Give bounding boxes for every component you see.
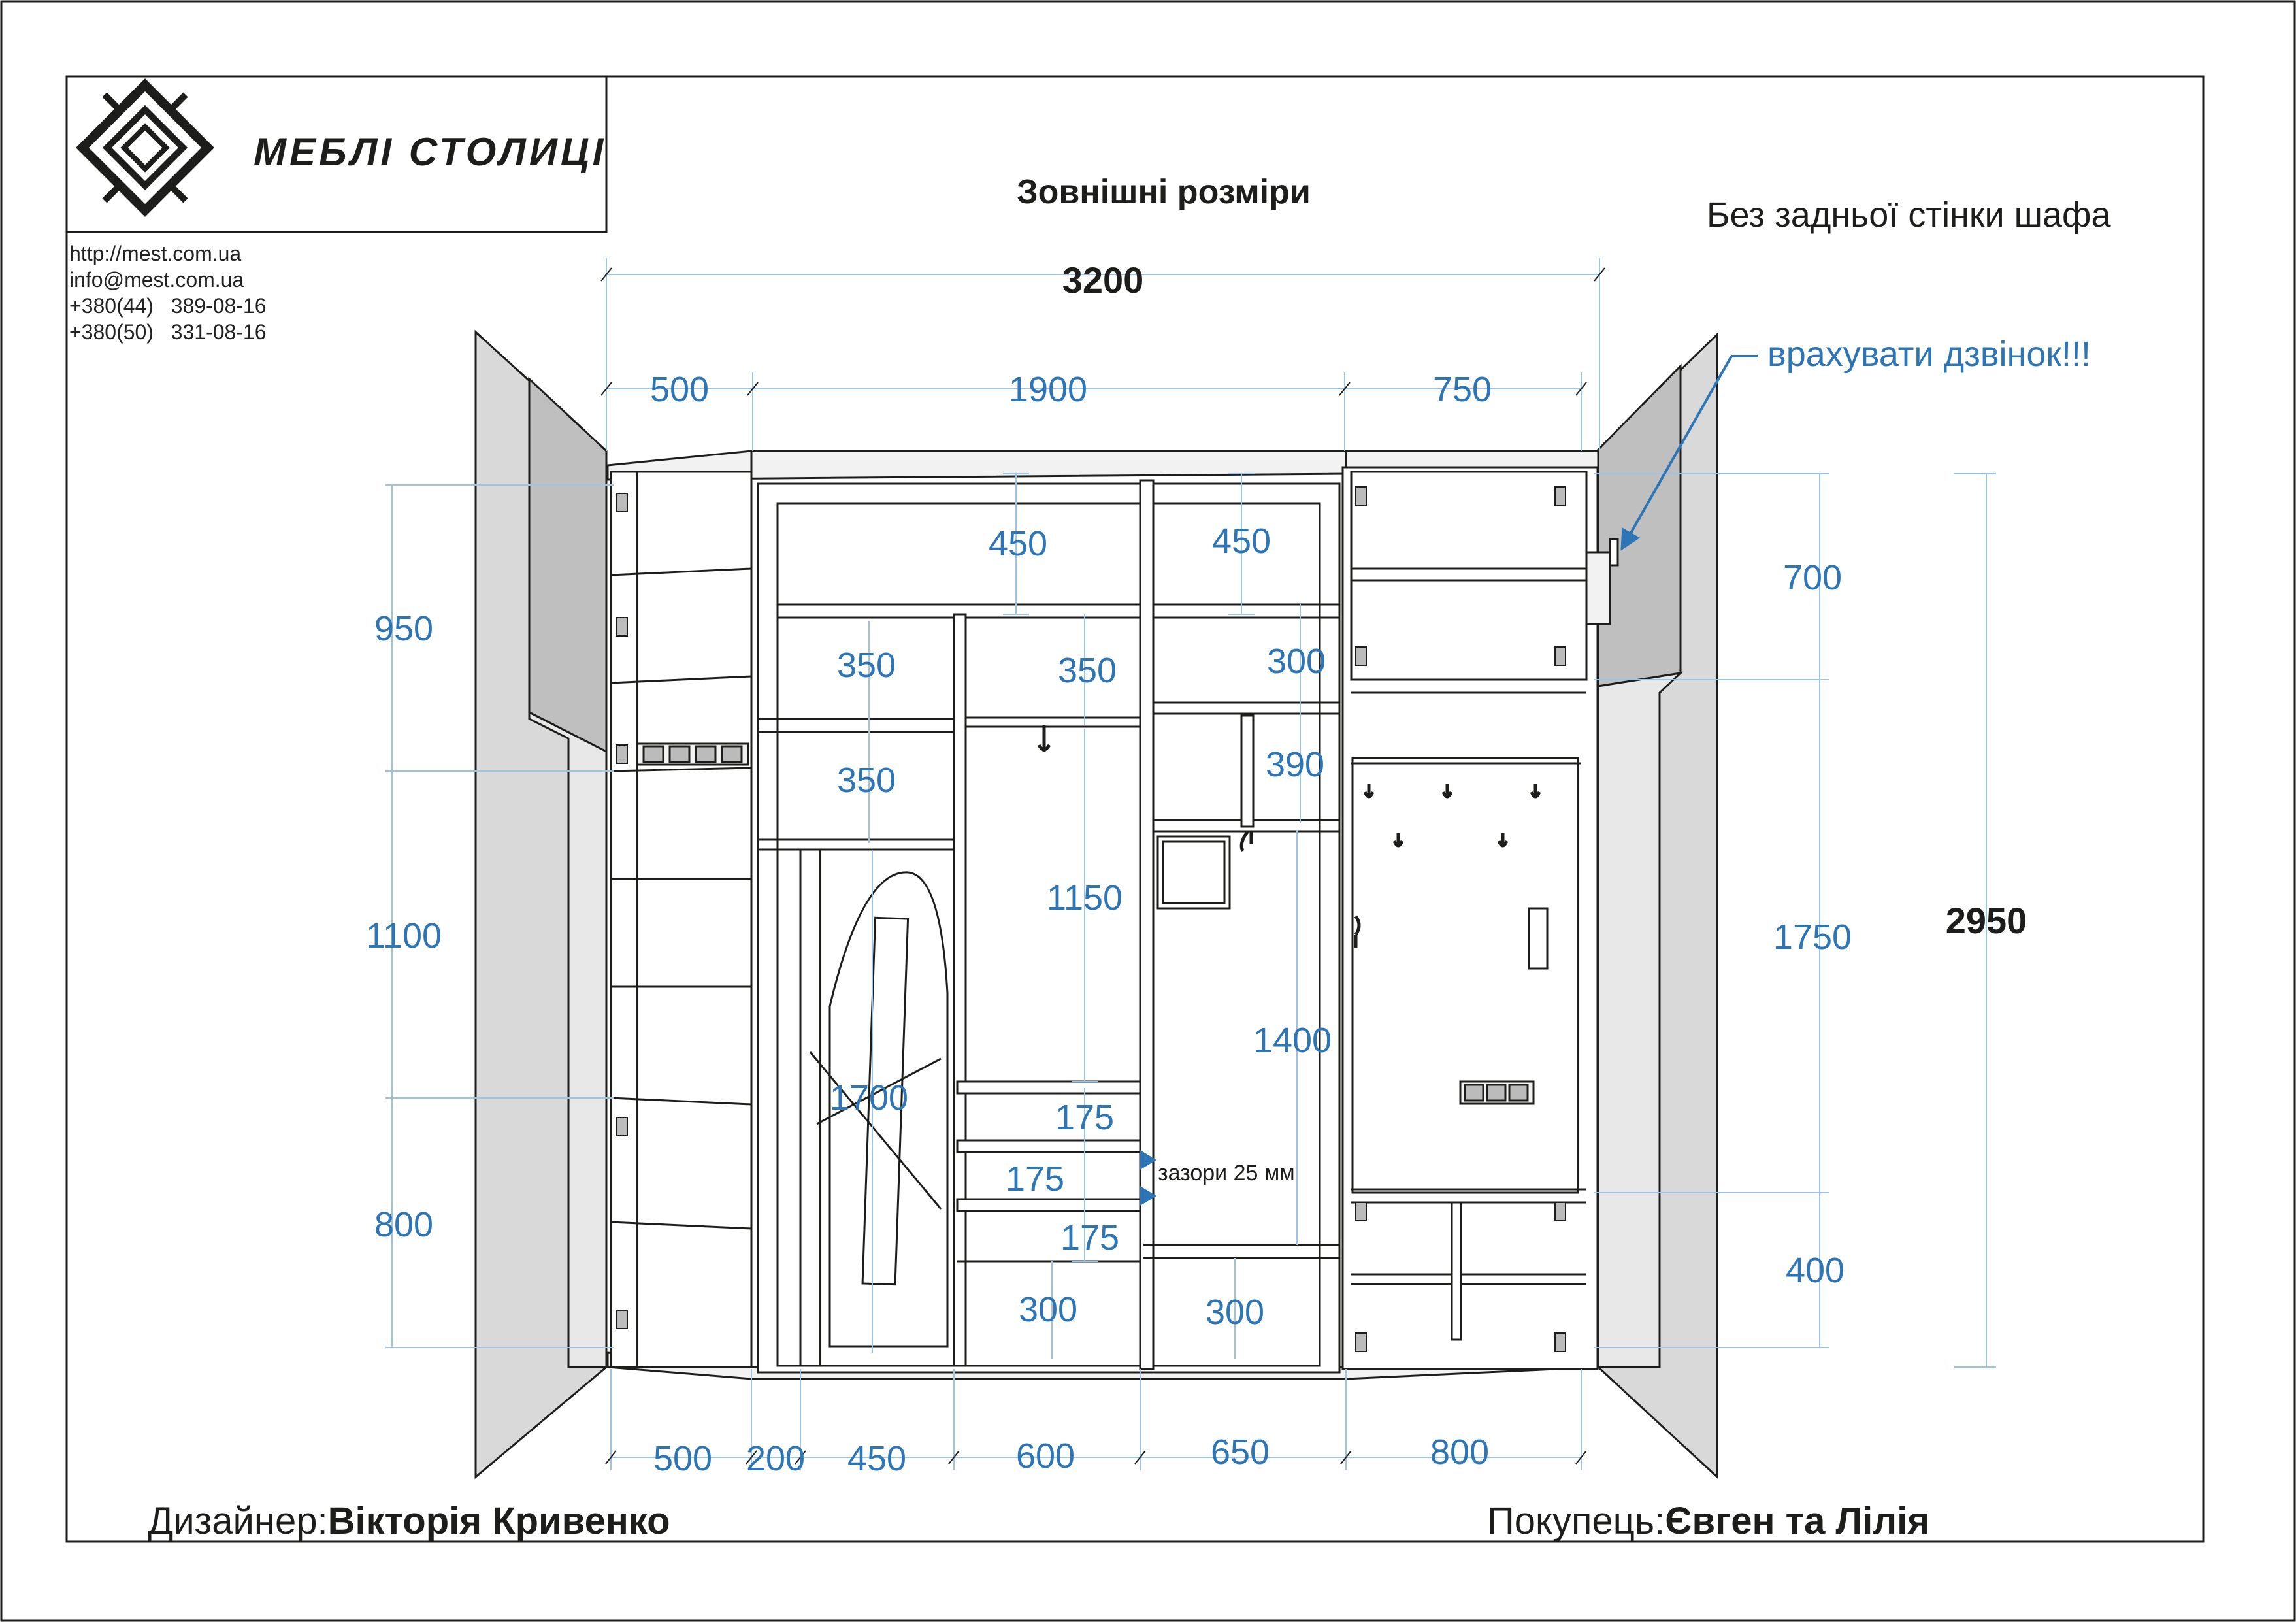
logo-text: МЕБЛІ СТОЛИЦІ bbox=[254, 130, 607, 174]
footer-buyer bbox=[1487, 1499, 1929, 1543]
dim-bottom-650: 650 bbox=[1210, 1432, 1270, 1472]
dim-300-b-left: 300 bbox=[1018, 1290, 1078, 1329]
dim-right-400: 400 bbox=[1785, 1251, 1845, 1290]
contact-email: info@mest.com.ua bbox=[69, 268, 244, 291]
designer-name: Вікторія Кривенко bbox=[327, 1500, 670, 1542]
dim-175-c: 175 bbox=[1060, 1218, 1120, 1257]
buyer-label: Покупець: bbox=[1487, 1500, 1665, 1542]
dim-bottom-600: 600 bbox=[1015, 1436, 1075, 1476]
dim-350-a: 350 bbox=[836, 646, 896, 685]
dim-bottom-500: 500 bbox=[653, 1439, 713, 1478]
gap-note: зазори 25 мм bbox=[1158, 1161, 1295, 1185]
dim-top-750: 750 bbox=[1432, 370, 1492, 409]
dim-1150: 1150 bbox=[1046, 878, 1123, 918]
dim-390: 390 bbox=[1265, 745, 1325, 784]
dim-right-1750: 1750 bbox=[1773, 918, 1852, 957]
dim-450-a: 450 bbox=[988, 524, 1048, 563]
logo-icon bbox=[82, 85, 208, 210]
contact-phone-2: +380(50) 331-08-16 bbox=[69, 320, 267, 344]
dim-350-b: 350 bbox=[1057, 651, 1117, 690]
dim-1400: 1400 bbox=[1253, 1021, 1332, 1060]
dim-top-500: 500 bbox=[649, 370, 710, 409]
dim-175-b: 175 bbox=[1005, 1159, 1065, 1199]
dim-top-1900: 1900 bbox=[1008, 370, 1088, 409]
dim-left-800: 800 bbox=[374, 1205, 434, 1244]
buyer-name: Євген та Лілія bbox=[1665, 1500, 1930, 1542]
dim-350-c: 350 bbox=[836, 761, 896, 800]
dim-300-b-right: 300 bbox=[1205, 1293, 1265, 1332]
dim-bottom-800: 800 bbox=[1430, 1432, 1490, 1472]
dim-left-1100: 1100 bbox=[365, 916, 442, 955]
contact-website: http://mest.com.ua bbox=[69, 242, 242, 265]
dim-overall-width: 3200 bbox=[1062, 259, 1144, 301]
designer-label: Дизайнер: bbox=[148, 1500, 328, 1542]
dim-bottom-450: 450 bbox=[847, 1439, 907, 1478]
note-no-back-wall: Без задньої стінки шафа bbox=[1707, 195, 2111, 235]
dim-left-950: 950 bbox=[374, 609, 434, 648]
contact-phone-1: +380(44) 389-08-16 bbox=[69, 294, 267, 318]
dim-450-b: 450 bbox=[1211, 521, 1271, 561]
dim-175-a: 175 bbox=[1055, 1098, 1115, 1137]
dim-300-top: 300 bbox=[1266, 642, 1326, 681]
page-title: Зовнішні розміри bbox=[1017, 173, 1311, 211]
dim-1700: 1700 bbox=[829, 1078, 909, 1117]
dim-right-700: 700 bbox=[1782, 558, 1843, 597]
footer-designer bbox=[148, 1499, 670, 1543]
contact-block bbox=[69, 240, 267, 345]
bell-note: врахувати дзвінок!!! bbox=[1767, 335, 2091, 374]
dim-overall-height: 2950 bbox=[1945, 900, 2027, 941]
dim-bottom-200: 200 bbox=[746, 1439, 806, 1478]
